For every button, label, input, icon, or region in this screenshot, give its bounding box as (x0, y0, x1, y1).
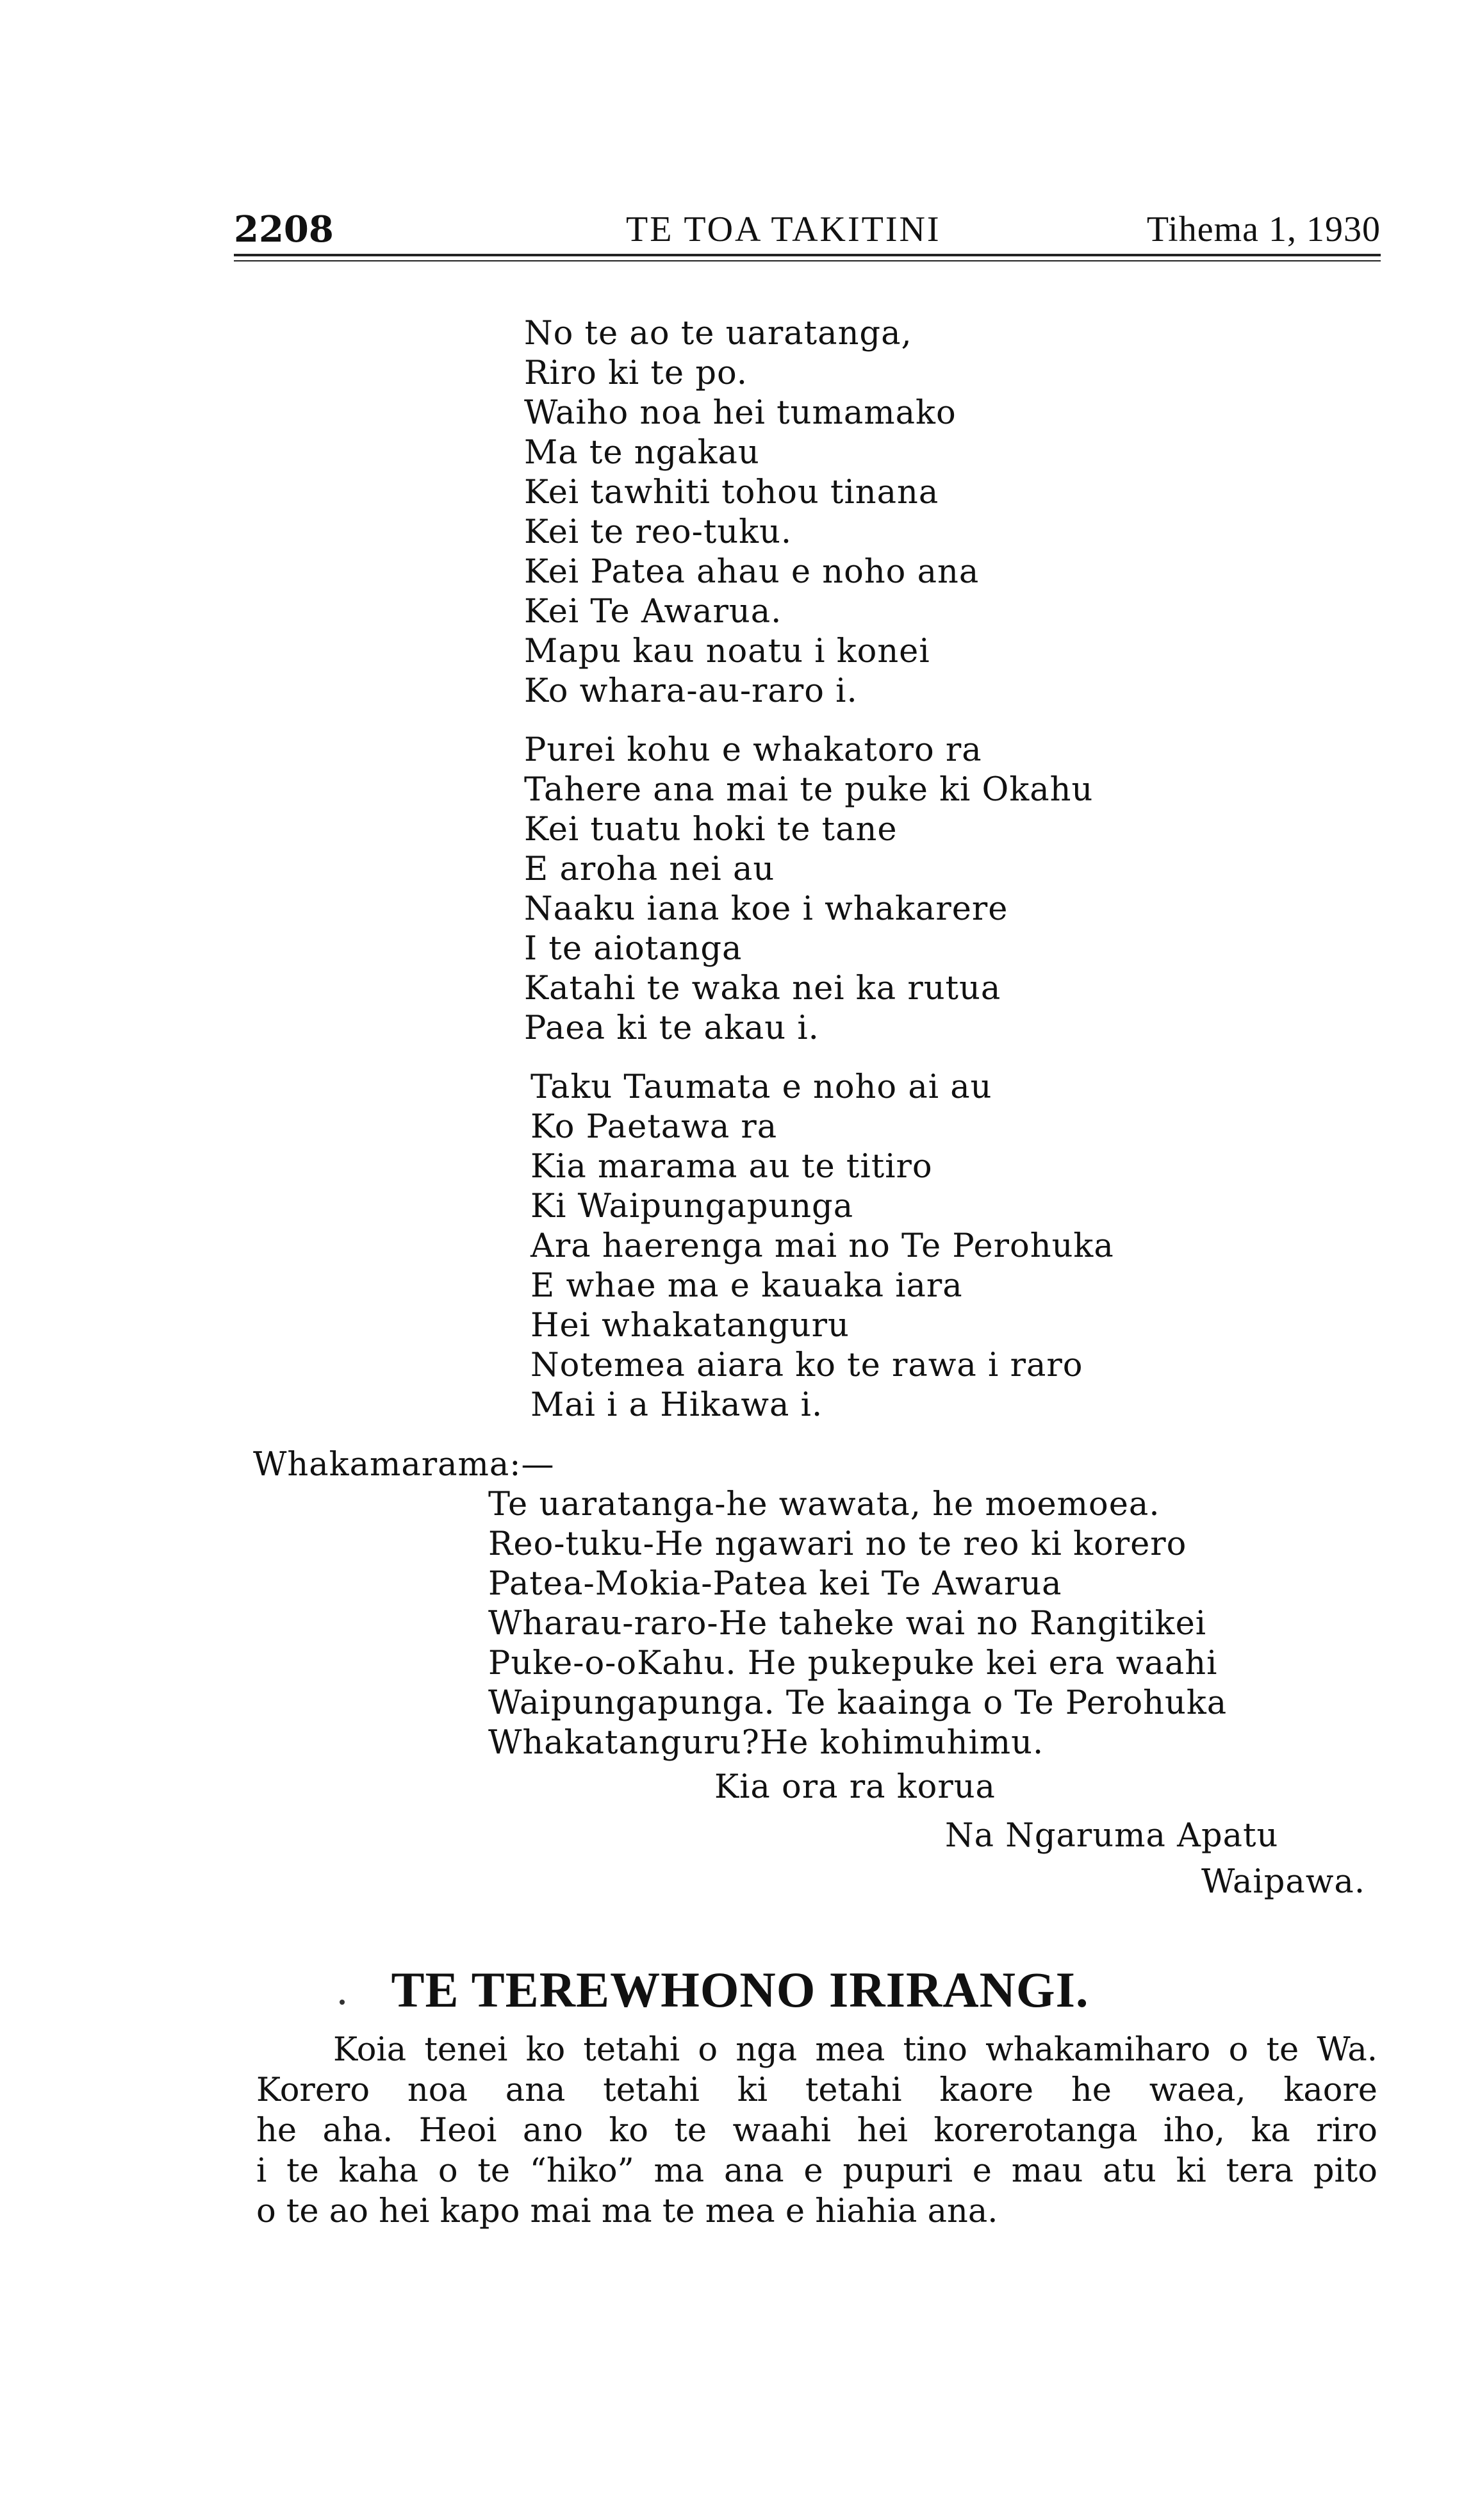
poem-line: Riro ki te po. (524, 354, 748, 392)
glossary-line: Reo-tuku-He ngawari no te reo ki korero (488, 1525, 1187, 1563)
poem-line: Kei te reo-tuku. (524, 513, 793, 551)
poem-line: Ko whara-au-raro i. (524, 672, 858, 710)
poem-line: Naaku iana koe i whakarere (524, 890, 1008, 928)
issue-date: Tihema 1, 1930 (1146, 210, 1381, 249)
glossary-line: Waipungapunga. Te kaainga o Te Perohuka (488, 1684, 1228, 1722)
glossary-line: Puke-o-oKahu. He pukepuke kei era waahi (488, 1645, 1218, 1682)
header-rule-thick (234, 254, 1381, 256)
article-line: i te kaha o te “hiko” ma ana e pupuri e mau atu ki tera pito (256, 2152, 1377, 2190)
poem-line: Paea ki te akau i. (524, 1009, 819, 1047)
glossary-line: Whakatanguru?He kohimuhimu. (488, 1724, 1044, 1762)
poem-line: Ara haerenga mai no Te Perohuka (530, 1227, 1114, 1265)
poem-line: Mai i a Hikawa i. (530, 1386, 823, 1424)
poem-line: Ko Paetawa ra (530, 1108, 778, 1146)
poem-line: Kei Te Awarua. (524, 593, 782, 631)
poem-line: I te aiotanga (524, 930, 743, 968)
poem-line: Mapu kau noatu i konei (524, 633, 930, 670)
poem-line: Hei whakatanguru (530, 1307, 850, 1345)
article-line: Koia tenei ko tetahi o nga mea tino whakamiharo o te Wa. (333, 2031, 1377, 2069)
poem-line: E whae ma e kauaka iara (530, 1267, 963, 1305)
poem-line: Waiho noa hei tumamako (524, 394, 957, 432)
article-line: Korero noa ana tetahi ki tetahi kaore he waea, kaore (256, 2071, 1377, 2109)
signoff-place: Waipawa. (1201, 1863, 1366, 1901)
signoff-author: Na Ngaruma Apatu (945, 1817, 1279, 1855)
glossary-line: Wharau-raro-He taheke wai no Rangitikei (488, 1605, 1207, 1643)
glossary-line: Te uaratanga-he wawata, he moemoea. (488, 1486, 1160, 1523)
journal-title: TE TOA TAKITINI (626, 210, 941, 249)
glossary-line: Patea-Mokia-Patea kei Te Awarua (488, 1565, 1062, 1603)
poem-line: Kei Patea ahau e noho ana (524, 553, 980, 591)
header-rule-thin (234, 260, 1381, 261)
page-number: 2208 (234, 208, 334, 251)
page-header (234, 204, 1381, 255)
glossary-label: Whakamarama:— (253, 1446, 555, 1484)
poem-line: Taku Taumata e noho ai au (530, 1068, 992, 1106)
signoff-greeting: Kia ora ra korua (714, 1768, 996, 1806)
article-line: o te ao hei kapo mai ma te mea e hiahia ana. (256, 2193, 998, 2230)
poem-line: Tahere ana mai te puke ki Okahu (524, 771, 1094, 809)
poem-line: Kei tawhiti tohou tinana (524, 474, 939, 511)
poem-line: Purei kohu e whakatoro ra (524, 731, 982, 769)
article-title: TE TEREWHONO IRIRANGI. (391, 1962, 1089, 2018)
poem-line: Notemea aiara ko te rawa i raro (530, 1347, 1083, 1384)
poem-line: Kei tuatu hoki te tane (524, 811, 898, 849)
poem-line: Ki Waipungapunga (530, 1188, 854, 1225)
poem-line: E aroha nei au (524, 850, 775, 888)
poem-line: Katahi te waka nei ka rutua (524, 970, 1001, 1007)
poem-line: Ma te ngakau (524, 434, 760, 472)
article-line: he aha. Heoi ano ko te waahi hei korerotanga iho, ka riro (256, 2112, 1377, 2150)
poem-line: Kia marama au te titiro (530, 1148, 933, 1186)
poem-line: No te ao te uaratanga, (524, 315, 912, 352)
